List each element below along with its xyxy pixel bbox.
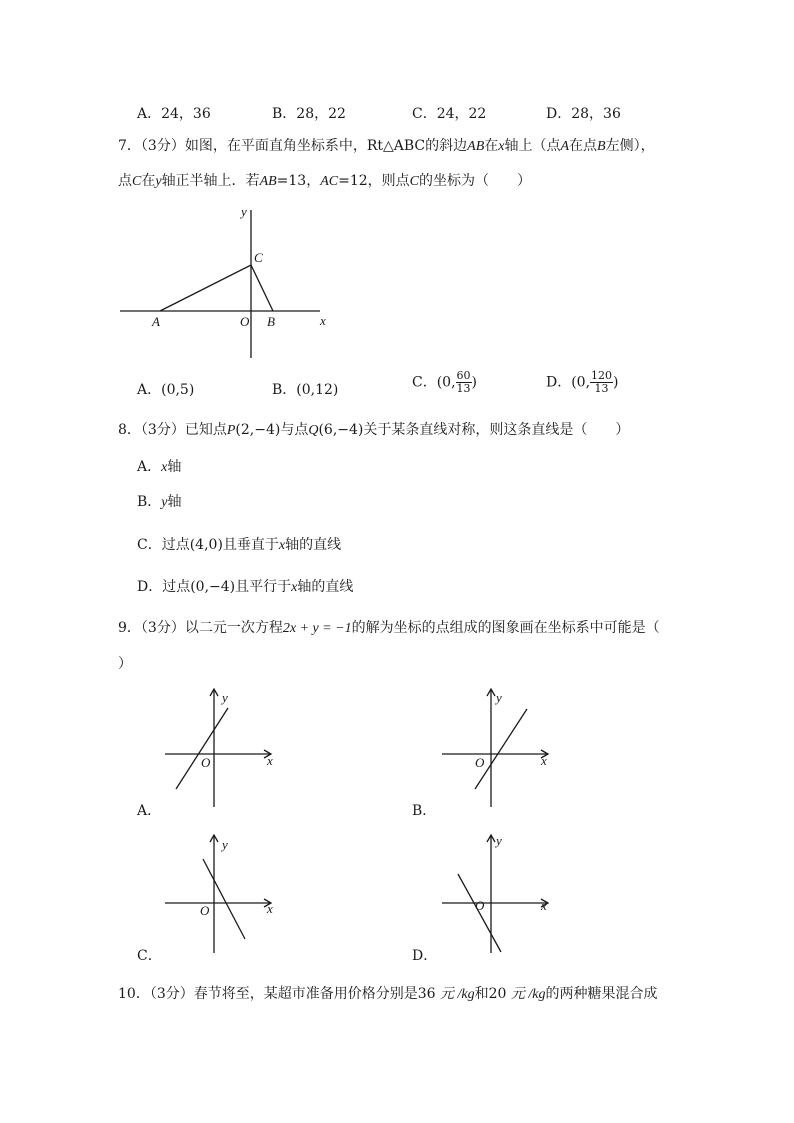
q7-text: 在点 bbox=[569, 138, 598, 154]
q9-label-c: C． bbox=[137, 948, 162, 964]
q8-var: y bbox=[161, 495, 168, 510]
graph-line bbox=[203, 859, 245, 939]
q8-option-text: B． bbox=[137, 494, 162, 510]
q8-var: x bbox=[291, 580, 298, 595]
numerator: 60 bbox=[456, 369, 471, 382]
label-y: y bbox=[496, 833, 502, 848]
q7-option-c bbox=[412, 370, 477, 395]
q9-label-b: B． bbox=[412, 803, 437, 819]
q10-number: 10． bbox=[118, 986, 150, 1002]
label-x: x bbox=[320, 313, 326, 328]
q7-var: A bbox=[560, 139, 570, 154]
q8-var: x bbox=[278, 538, 286, 553]
q7-var: x bbox=[498, 139, 505, 154]
q7-text: 左侧）， bbox=[605, 138, 655, 154]
label-x: x bbox=[541, 753, 547, 768]
graph-line bbox=[475, 709, 527, 789]
q8-text: 已知点 bbox=[184, 422, 227, 438]
label-o: O bbox=[200, 903, 210, 918]
q10-unit: 元 /kg bbox=[510, 987, 546, 1002]
q7-option-d-text: ) bbox=[613, 374, 619, 391]
graph-line bbox=[176, 708, 228, 789]
q7-number: 7． bbox=[118, 138, 141, 154]
label-a: A bbox=[152, 314, 160, 329]
numerator: 120 bbox=[591, 369, 613, 382]
q9-label-a: A． bbox=[137, 803, 162, 819]
q7-text: 如图，在平面直角坐标系中， bbox=[184, 138, 367, 154]
q7-stem-line1 bbox=[118, 135, 655, 155]
q8-var: Q bbox=[308, 423, 319, 438]
label-y: y bbox=[241, 204, 247, 219]
q7-figure bbox=[110, 200, 350, 365]
label-o: O bbox=[240, 314, 250, 329]
q9-text: 的解为坐标的点组成的图象画在坐标系中可能是（ bbox=[351, 620, 660, 636]
q9-label-d: D． bbox=[412, 948, 438, 964]
label-c: C bbox=[254, 250, 263, 265]
q7-text: 在 bbox=[484, 138, 499, 154]
q9-equation: 2x + y = −1 bbox=[282, 621, 352, 636]
q7-triangle: Rt△ABC bbox=[366, 138, 426, 154]
q7-text: 在 bbox=[141, 173, 156, 189]
q8-option-text: A． bbox=[137, 459, 162, 475]
label-y: y bbox=[496, 690, 502, 705]
q8-option-a bbox=[137, 456, 181, 476]
q6-option-a: A．24，36 bbox=[137, 106, 211, 122]
q10-text: 春节将至，某超市准备用价格分别是 bbox=[193, 986, 418, 1002]
q7-text: 的坐标为（ ） bbox=[419, 173, 531, 189]
label-x: x bbox=[267, 901, 273, 916]
q7-text: =13， bbox=[276, 173, 321, 189]
label-o: O bbox=[475, 898, 485, 913]
q7-text: 轴正半轴上．若 bbox=[161, 173, 260, 189]
q10-text: 和 bbox=[474, 986, 489, 1002]
q8-coord: (6,−4) bbox=[318, 422, 364, 438]
q9-graph-a bbox=[160, 685, 285, 810]
q8-option-text: 轴 bbox=[167, 494, 182, 510]
q7-text: =12，则点 bbox=[338, 173, 410, 189]
q9-text: 以二元一次方程 bbox=[184, 620, 283, 636]
label-y: y bbox=[222, 690, 228, 705]
q6-option-c: C．24，22 bbox=[412, 106, 487, 122]
q8-option-c bbox=[137, 534, 341, 554]
q9-number: 9． bbox=[118, 620, 141, 636]
q8-option-b bbox=[137, 491, 182, 511]
label-o: O bbox=[475, 755, 485, 770]
q8-option-text: C．过点(4,0)且垂直于 bbox=[137, 537, 279, 553]
q7-option-d-text: D．(0, bbox=[546, 374, 591, 391]
q10-text: 的两种糖果混合成 bbox=[545, 986, 658, 1002]
graph-line bbox=[458, 874, 501, 952]
fraction bbox=[456, 370, 472, 395]
q8-number: 8． bbox=[118, 422, 141, 438]
q7-option-d bbox=[546, 370, 619, 395]
denominator: 13 bbox=[456, 382, 471, 395]
label-b: B bbox=[267, 314, 275, 329]
q9-stem bbox=[118, 617, 660, 637]
q8-stem bbox=[118, 419, 629, 439]
q7-option-c-text: ) bbox=[471, 374, 477, 391]
q8-option-text: 轴的直线 bbox=[285, 537, 342, 553]
q7-var: C bbox=[132, 174, 142, 189]
q7-var: C bbox=[409, 174, 419, 189]
q9-stem-end: ） bbox=[118, 656, 132, 672]
q9-graph-b bbox=[437, 685, 562, 810]
q9-graph-c bbox=[160, 832, 285, 957]
q8-var: x bbox=[161, 460, 168, 475]
q8-option-d bbox=[137, 576, 353, 596]
q8-text: 关于某条直线对称，则这条直线是（ ） bbox=[363, 422, 630, 438]
q8-var: P bbox=[226, 423, 236, 438]
q7-var: B bbox=[597, 139, 606, 154]
q10-stem bbox=[118, 983, 658, 1003]
q8-coord: (2,−4) bbox=[235, 422, 281, 438]
fraction bbox=[590, 370, 613, 395]
q7-option-c-text: C．(0, bbox=[412, 374, 456, 391]
label-y: y bbox=[222, 837, 228, 852]
q6-option-b: B．28，22 bbox=[272, 106, 346, 122]
label-x: x bbox=[267, 753, 273, 768]
q7-var: y bbox=[155, 174, 162, 189]
q7-var: AB bbox=[259, 174, 277, 189]
q10-price: 36 bbox=[417, 986, 436, 1002]
q7-stem-line2 bbox=[118, 170, 531, 190]
q8-option-text: D．过点(0,−4)且平行于 bbox=[137, 579, 292, 595]
q8-option-text: 轴的直线 bbox=[297, 579, 354, 595]
q10-unit: 元 /kg bbox=[440, 987, 475, 1002]
q7-option-b: B．(0,12) bbox=[272, 382, 339, 398]
q7-score: （3分） bbox=[140, 138, 185, 154]
q7-text: 的斜边 bbox=[425, 138, 468, 154]
q7-text: 点 bbox=[118, 173, 132, 189]
triangle-abc bbox=[160, 265, 273, 311]
label-x: x bbox=[541, 898, 547, 913]
q7-text: 轴上（点 bbox=[504, 138, 561, 154]
q10-price: 20 bbox=[488, 986, 507, 1002]
q8-option-text: 轴 bbox=[167, 459, 182, 475]
q9-graph-d bbox=[437, 832, 562, 957]
q7-var: AB bbox=[467, 139, 485, 154]
q7-var: AC bbox=[320, 174, 339, 189]
q10-score: （3分） bbox=[149, 986, 194, 1002]
q6-option-d: D．28，36 bbox=[546, 106, 621, 122]
q8-score: （3分） bbox=[140, 422, 185, 438]
q7-option-a: A．(0,5) bbox=[137, 382, 195, 398]
denominator: 13 bbox=[594, 382, 609, 395]
q8-text: 与点 bbox=[280, 422, 309, 438]
label-o: O bbox=[201, 755, 211, 770]
q9-score: （3分） bbox=[140, 620, 185, 636]
